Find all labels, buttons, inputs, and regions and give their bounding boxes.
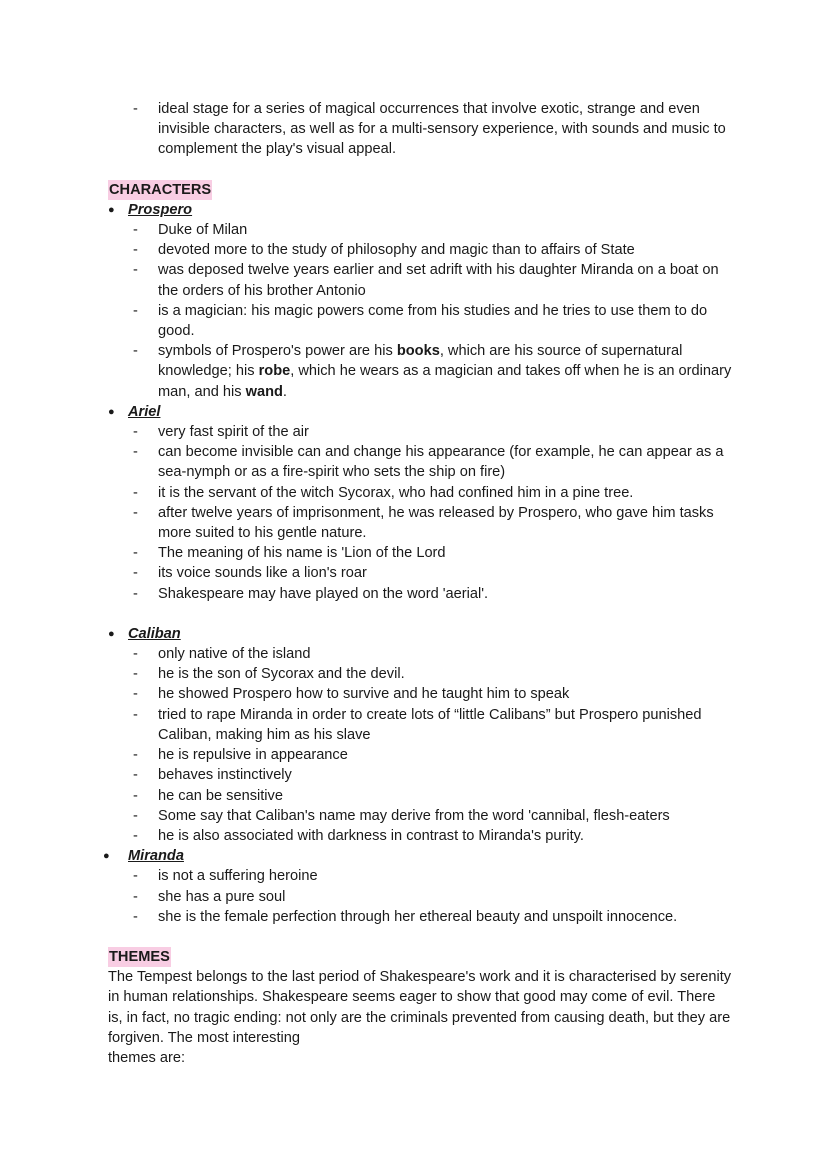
prospero-list [0, 220, 828, 402]
list-item: - Shakespeare may have played on the word 'aerial'. [0, 584, 828, 604]
list-item: - he showed Prospero how to survive and he taught him to speak [0, 684, 828, 704]
symbols-robe: robe [258, 363, 291, 380]
symbols-text-4: . [282, 383, 287, 400]
list-item: - Duke of Milan [0, 220, 828, 240]
miranda-list [0, 866, 828, 927]
list-item: - is a magician: his magic powers come from his studies and he tries to use them to do good. [0, 301, 828, 341]
caliban-list [0, 644, 828, 846]
list-item: - devoted more to the study of philosophy and magic than to affairs of State [0, 240, 828, 260]
character-ariel [0, 402, 828, 422]
character-name-miranda: Miranda [128, 848, 184, 865]
list-item: - The meaning of his name is 'Lion of the Lord [0, 543, 828, 563]
ariel-list [0, 422, 828, 604]
list-item: - after twelve years of imprisonment, he was released by Prospero, who gave him tasks more suited to his gentle nature. [0, 503, 828, 543]
character-miranda [0, 846, 828, 866]
list-item: - he is also associated with darkness in contrast to Miranda's purity. [0, 826, 828, 846]
list-item: - he is the son of Sycorax and the devil. [0, 664, 828, 684]
themes-tail: themes are: [108, 1049, 186, 1066]
list-item: - very fast spirit of the air [0, 422, 828, 442]
themes-paragraph: The Tempest belongs to the last period of Shakespeare's work and it is characterised by serenity in human relationships. Shakespeare seems eager to show that good may come of evil. There is, in fact, no tragic ending: not only are the criminals prevented from causing death, but they are forgiven. The most interesting [108, 969, 732, 1046]
themes-heading: THEMES [108, 947, 171, 967]
list-item: - its voice sounds like a lion's roar [0, 563, 828, 583]
list-item: - Some say that Caliban's name may derive from the word 'cannibal, flesh-eaters [0, 806, 828, 826]
symbols-text-1: symbols of Prospero's power are his [158, 343, 397, 360]
list-item: - she has a pure soul [0, 887, 828, 907]
list-item: - can become invisible can and change his appearance (for example, he can appear as a sea-nymph or as a fire-spirit who sets the ship on fire) [0, 442, 828, 482]
symbols-text-3: , which he wears as a magician and takes off when he is an ordinary man, and his [158, 363, 732, 400]
list-item: - he is repulsive in appearance [0, 745, 828, 765]
character-name-prospero: Prospero [128, 201, 193, 218]
character-prospero [0, 200, 828, 220]
symbols-text-2: , which are his source of supernatural knowledge; his [158, 343, 683, 380]
symbols-books: books [396, 343, 440, 360]
character-name-caliban: Caliban [128, 625, 181, 642]
symbols-wand: wand [245, 383, 283, 400]
character-caliban [0, 624, 828, 644]
list-item: - tried to rape Miranda in order to create lots of “little Calibans” but Prospero punished Caliban, making him as his slave [0, 705, 828, 745]
character-name-ariel: Ariel [128, 403, 161, 420]
intro-list [0, 99, 828, 160]
list-item: - behaves instinctively [0, 765, 828, 785]
list-item: - is not a suffering heroine [0, 866, 828, 886]
list-item: - was deposed twelve years earlier and set adrift with his daughter Miranda on a boat on the orders of his brother Antonio [0, 260, 828, 300]
list-item: - she is the female perfection through her ethereal beauty and unspoilt innocence. [0, 907, 828, 927]
list-item: - he can be sensitive [0, 786, 828, 806]
list-item: - ideal stage for a series of magical occurrences that involve exotic, strange and even invisible characters, as well as for a multi-sensory experience, with sounds and music to complement the play's visual appeal. [0, 99, 828, 160]
list-item: - only native of the island [0, 644, 828, 664]
list-item-symbols [0, 341, 828, 402]
list-item: - it is the servant of the witch Sycorax, who had confined him in a pine tree. [0, 483, 828, 503]
characters-heading: CHARACTERS [108, 180, 212, 200]
